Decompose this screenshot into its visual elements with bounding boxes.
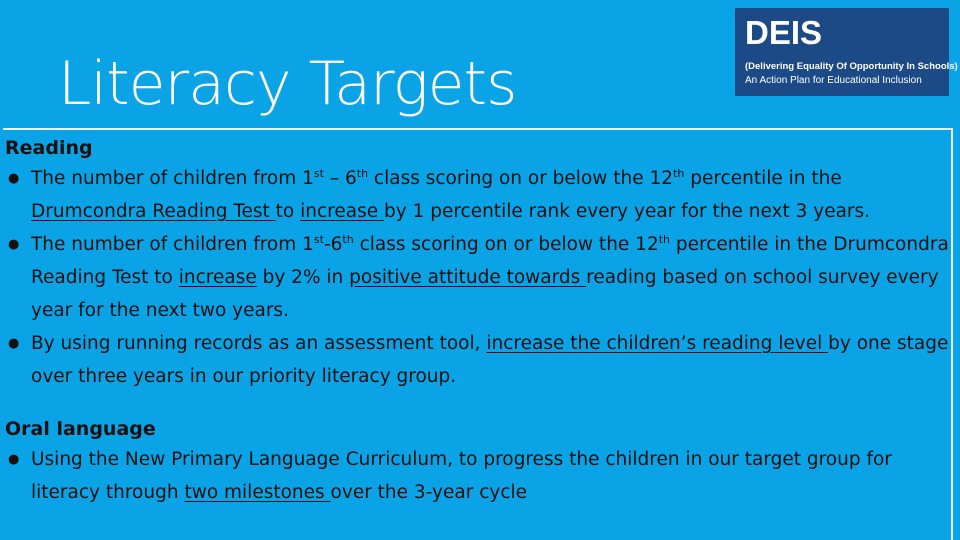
list-item: ● The number of children from 1st-6th class scoring on or below the 12th percentile in the Drumcondra Reading Test to increase by 2% in positive attitude towards reading based on school survey every year for the next two years. bbox=[5, 228, 951, 327]
reading-list bbox=[5, 162, 951, 393]
oral-language-list bbox=[5, 443, 951, 509]
logo-subtitle: (Delivering Equality Of Opportunity In Schools) bbox=[745, 61, 958, 72]
bullet-icon: ● bbox=[8, 237, 20, 252]
bullet-icon: ● bbox=[8, 336, 20, 351]
reading-heading: Reading bbox=[5, 137, 93, 159]
list-item: ● Using the New Primary Language Curriculum, to progress the children in our target group for literacy through two milestones over the 3-year cycle bbox=[5, 443, 951, 509]
content-box bbox=[3, 128, 953, 540]
oral-language-heading: Oral language bbox=[5, 418, 156, 440]
deis-logo bbox=[735, 8, 958, 96]
list-item: ● By using running records as an assessment tool, increase the children’s reading level by one stage over three years in our priority literacy group. bbox=[5, 327, 951, 393]
logo-wordmark: DEIS bbox=[745, 14, 823, 51]
slide-title: Literacy Targets bbox=[58, 49, 517, 119]
logo-tagline: An Action Plan for Educational Inclusion bbox=[745, 75, 922, 86]
list-item: ● The number of children from 1st – 6th class scoring on or below the 12th percentile in the Drumcondra Reading Test to increase by 1 percentile rank every year for the next 3 years. bbox=[5, 162, 951, 228]
bullet-icon: ● bbox=[8, 171, 20, 186]
bullet-icon: ● bbox=[8, 452, 20, 467]
